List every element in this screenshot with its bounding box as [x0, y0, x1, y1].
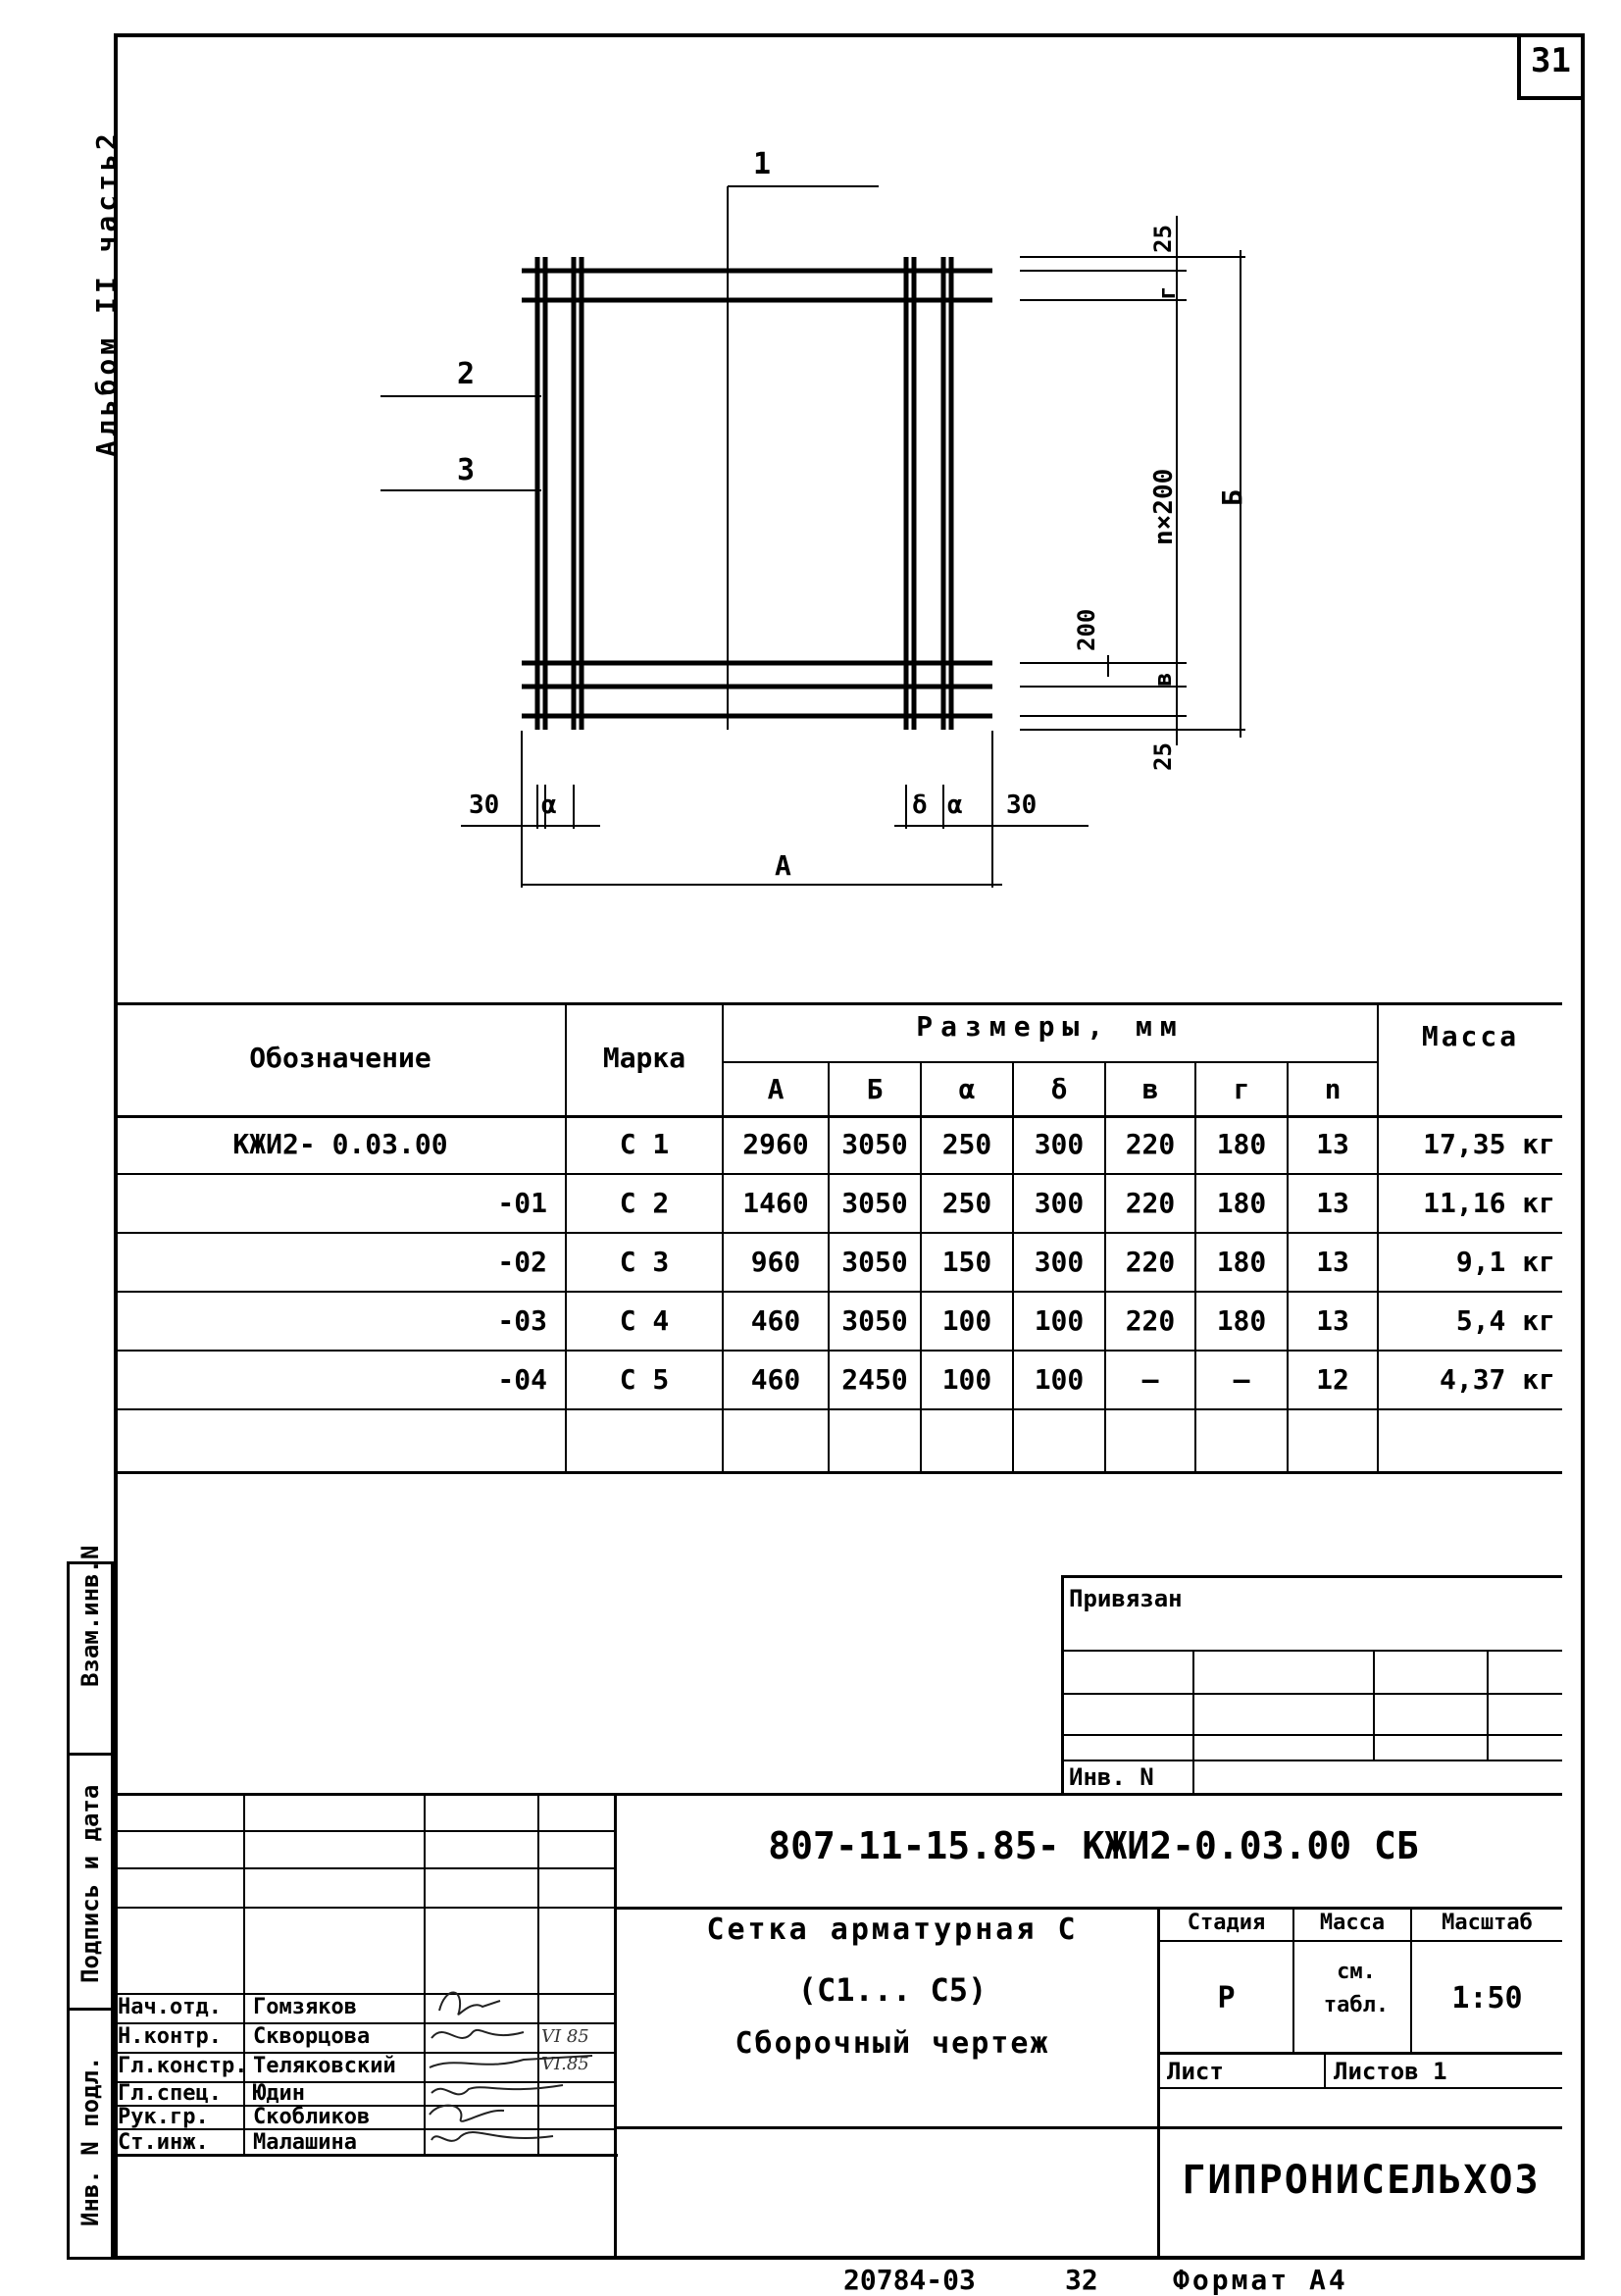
date-3: VI.85: [541, 2054, 589, 2074]
mesh-drawing: [0, 0, 1621, 1010]
name-5: Скобликов: [253, 2105, 371, 2129]
stage-value: Р: [1217, 1981, 1236, 2015]
role-3: Гл.констр.: [118, 2054, 248, 2078]
page-number: 31: [1531, 41, 1571, 80]
header-sizes: Размеры, мм: [916, 1010, 1185, 1043]
header-col-A: А: [767, 1073, 785, 1105]
album-label: Альбом II часть2: [90, 129, 123, 457]
callout-3: 3: [457, 453, 476, 487]
dim-25-top: 25: [1149, 225, 1177, 253]
scale-label: Масштаб: [1442, 1911, 1533, 1935]
role-5: Рук.гр.: [118, 2105, 209, 2129]
role-4: Гл.спец.: [118, 2081, 222, 2106]
signatures-graphic: [426, 1981, 602, 2158]
side-stamp-label-3: Инв. N подл.: [76, 2056, 104, 2226]
name-6: Малашина: [253, 2130, 357, 2155]
scale-value: 1:50: [1451, 1981, 1523, 2015]
title-line-1: Сетка арматурная С: [706, 1913, 1079, 1947]
header-col-a: α: [958, 1073, 976, 1105]
dim-30-right: 30: [1006, 791, 1038, 820]
dim-B: Б: [1216, 489, 1248, 506]
callout-2: 2: [457, 357, 476, 391]
dim-A: А: [775, 849, 791, 882]
sheets-label: Листов 1: [1334, 2058, 1447, 2085]
date-2: VI 85: [541, 2026, 589, 2047]
callout-1: 1: [753, 147, 772, 181]
organization: ГИПРОНИСЕЛЬХОЗ: [1182, 2158, 1541, 2203]
dim-30-left: 30: [469, 791, 500, 820]
footer-format: Формат А4: [1173, 2264, 1348, 2296]
header-mark: Марка: [602, 1042, 686, 1074]
stage-label: Стадия: [1187, 1911, 1266, 1935]
role-1: Нач.отд.: [118, 1995, 222, 2019]
dim-a-left: α: [541, 791, 557, 820]
side-stamp-label-2: Подпись и дата: [76, 1784, 104, 1983]
title-line-3: Сборочный чертеж: [735, 2026, 1050, 2061]
header-col-n: n: [1324, 1073, 1342, 1105]
name-3: Теляковский: [253, 2054, 396, 2078]
header-designation: Обозначение: [249, 1042, 431, 1074]
dim-v: в: [1149, 672, 1177, 687]
name-4: Юдин: [253, 2081, 305, 2106]
binding-inv: Инв. N: [1069, 1763, 1154, 1791]
dim-g: г: [1153, 285, 1181, 300]
header-col-v: в: [1141, 1073, 1159, 1105]
dim-n200: n×200: [1149, 468, 1179, 545]
name-1: Гомзяков: [253, 1995, 357, 2019]
binding-label: Привязан: [1069, 1585, 1183, 1612]
header-col-g: г: [1233, 1073, 1250, 1105]
sheet-label: Лист: [1167, 2058, 1224, 2085]
role-6: Ст.инж.: [118, 2130, 209, 2155]
mass-value: см. табл.: [1323, 1960, 1390, 2017]
header-mass: Масса: [1421, 1020, 1520, 1052]
side-stamp-label-1: Взам.инв.N: [76, 1545, 104, 1687]
dim-200: 200: [1073, 608, 1100, 651]
title-line-2: (С1... С5): [797, 1971, 988, 2009]
dim-25-bottom: 25: [1149, 742, 1177, 771]
mass-label: Масса: [1319, 1911, 1386, 1935]
header-col-B: Б: [866, 1073, 884, 1105]
dim-delta: δ: [912, 791, 928, 820]
footer-number: 20784-03: [843, 2264, 976, 2296]
name-2: Скворцова: [253, 2024, 371, 2049]
role-2: Н.контр.: [118, 2024, 222, 2049]
document-code: 807-11-15.85- КЖИ2-0.03.00 СБ: [768, 1824, 1419, 1867]
dim-a-right: α: [947, 791, 963, 820]
header-col-d: δ: [1050, 1073, 1068, 1105]
footer-page: 32: [1065, 2264, 1098, 2296]
